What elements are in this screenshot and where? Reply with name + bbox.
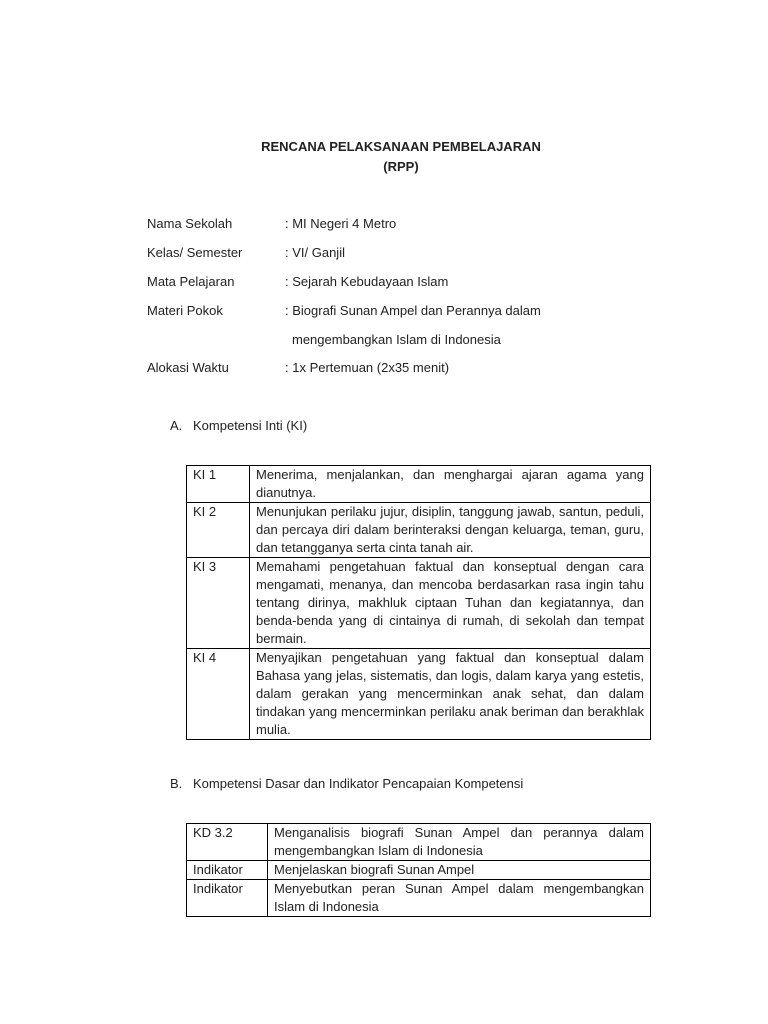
- section-letter: A.: [170, 418, 183, 433]
- table-cell-text: Menganalisis biografi Sunan Ampel dan perannya dalam mengembangkan Islam di Indonesia: [268, 824, 651, 861]
- identity-label: Nama Sekolah: [147, 216, 233, 231]
- section-b-heading: [170, 775, 523, 793]
- table-cell-code: KI 3: [187, 558, 250, 649]
- kompetensi-dasar-table: [186, 823, 651, 917]
- table-row: [187, 824, 651, 861]
- table-cell-text: Menyebutkan peran Sunan Ampel dalam mengembangkan Islam di Indonesia: [268, 880, 651, 917]
- document-subtitle: (RPP): [383, 159, 419, 174]
- section-a-heading: [170, 417, 307, 435]
- identity-label: Materi Pokok: [147, 303, 223, 318]
- table-cell-code: KI 1: [187, 466, 250, 503]
- table-cell-text: Menerima, menjalankan, dan menghargai ajaran agama yang dianutnya.: [250, 466, 651, 503]
- identity-value: : VI/ Ganjil: [285, 245, 345, 260]
- section-title: Kompetensi Dasar dan Indikator Pencapaian Kompetensi: [193, 776, 524, 791]
- table-row: [187, 880, 651, 917]
- table-cell-text: Menjelaskan biografi Sunan Ampel: [268, 861, 651, 880]
- identity-label: Mata Pelajaran: [147, 274, 235, 289]
- table-row: [187, 503, 651, 558]
- identity-value: : Biografi Sunan Ampel dan Perannya dalam: [285, 303, 541, 318]
- kompetensi-inti-table: [186, 465, 651, 740]
- table-row: [187, 649, 651, 740]
- section-letter: B.: [170, 776, 183, 791]
- table-cell-text: Menyajikan pengetahuan yang faktual dan konseptual dalam Bahasa yang jelas, sistematis, dan logis, dalam karya yang estetis, dalam gerakan yang mencerminkan anak sehat, dan dalam tindakan yang mencerminkan perilaku anak beriman dan berakhlak mulia.: [250, 649, 651, 740]
- table-cell-code: KD 3.2: [187, 824, 268, 861]
- identity-label: Alokasi Waktu: [147, 360, 229, 375]
- identity-label: Kelas/ Semester: [147, 245, 243, 260]
- table-cell-code: KI 4: [187, 649, 250, 740]
- table-cell-code: KI 2: [187, 503, 250, 558]
- identity-value: : Sejarah Kebudayaan Islam: [285, 274, 449, 289]
- table-row: [187, 558, 651, 649]
- table-cell-code: Indikator: [187, 880, 268, 917]
- table-cell-text: Memahami pengetahuan faktual dan konseptual dengan cara mengamati, menanya, dan mencoba berdasarkan rasa ingin tahu tentang dirinya, makhluk ciptaan Tuhan dan kegiatannya, dan benda-benda yang di cintainya di rumah, di sekolah dan tempat bermain.: [250, 558, 651, 649]
- table-cell-code: Indikator: [187, 861, 268, 880]
- identity-value-continuation: mengembangkan Islam di Indonesia: [292, 332, 501, 347]
- identity-value: : 1x Pertemuan (2x35 menit): [285, 360, 450, 375]
- table-row: [187, 466, 651, 503]
- document-title: RENCANA PELAKSANAAN PEMBELAJARAN: [261, 139, 541, 154]
- identity-value: : MI Negeri 4 Metro: [285, 216, 397, 231]
- table-cell-text: Menunjukan perilaku jujur, disiplin, tanggung jawab, santun, peduli, dan percaya diri dalam berinteraksi dengan keluarga, teman, guru, dan tetangganya serta cinta tanah air.: [250, 503, 651, 558]
- table-row: [187, 861, 651, 880]
- section-title: Kompetensi Inti (KI): [193, 418, 308, 433]
